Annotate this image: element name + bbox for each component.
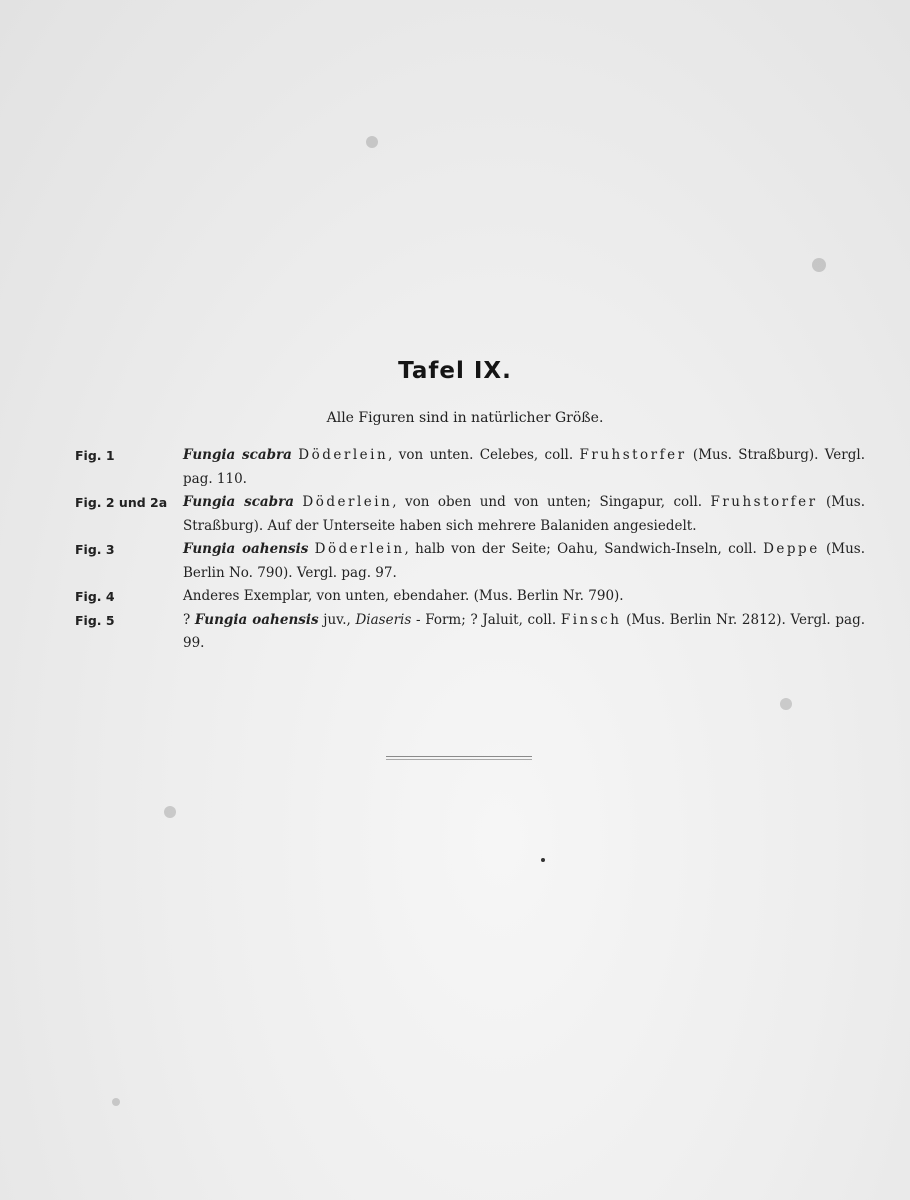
- caption-text: (Mus. Straßburg). Vergl. pag. 110.: [183, 447, 866, 487]
- collector-name: Fruhstorfer: [579, 447, 687, 463]
- figure-number: Fig. 4: [75, 589, 115, 604]
- figure-entry: [75, 538, 865, 585]
- species-name: Fungia oahensis: [194, 611, 319, 628]
- form-name: Diaseris: [355, 611, 412, 628]
- caption-text: (Mus. Straßburg). Auf der Unterseite haben sich mehrere Balaniden angesiedelt.: [183, 494, 865, 534]
- figure-caption: [183, 538, 865, 585]
- caption-text: , von unten. Celebes, coll.: [388, 447, 580, 463]
- author-name: Döderlein: [298, 447, 389, 463]
- caption-text: , halb von der Seite; Oahu, Sandwich-Inseln, coll.: [404, 541, 764, 557]
- page-subtitle: Alle Figuren sind in natürlicher Größe.: [326, 410, 604, 426]
- collector-name: Fruhstorfer: [710, 494, 818, 510]
- figure-caption: Anderes Exemplar, von unten, ebendaher. (Mus. Berlin Nr. 790).: [183, 588, 624, 604]
- author-name: Döderlein: [314, 541, 405, 557]
- caption-text: ?: [183, 611, 195, 628]
- species-name: Fungia oahensis: [183, 541, 309, 557]
- figure-number: Fig. 1: [75, 448, 115, 463]
- collector-name: Finsch: [560, 611, 622, 628]
- page-title: Tafel IX.: [398, 358, 512, 384]
- caption-text: juv.,: [318, 611, 356, 628]
- divider-rule: [386, 756, 532, 760]
- collector-name: Deppe: [763, 541, 820, 557]
- figure-caption: [183, 491, 865, 538]
- figure-caption: [183, 609, 865, 656]
- figure-list: [75, 444, 865, 656]
- figure-entry: [75, 444, 865, 491]
- species-name: Fungia scabra: [183, 494, 294, 510]
- caption-text: - Form; ? Jaluit, coll.: [411, 611, 561, 628]
- caption-text: (Mus. Berlin Nr. 2812). Vergl. pag. 99.: [183, 611, 865, 651]
- figure-entry: [75, 585, 865, 609]
- figure-caption: [183, 444, 865, 491]
- caption-text: (Mus. Berlin No. 790). Vergl. pag. 97.: [183, 541, 866, 581]
- author-name: Döderlein: [302, 494, 393, 510]
- figure-number: Fig. 3: [75, 542, 115, 557]
- figure-entry: [75, 491, 865, 538]
- figure-entry: [75, 609, 865, 656]
- species-name: Fungia scabra: [183, 447, 292, 463]
- figure-number: Fig. 5: [75, 612, 115, 628]
- figure-number: Fig. 2 und 2a: [75, 495, 168, 510]
- caption-text: , von oben und von unten; Singapur, coll.: [392, 494, 711, 510]
